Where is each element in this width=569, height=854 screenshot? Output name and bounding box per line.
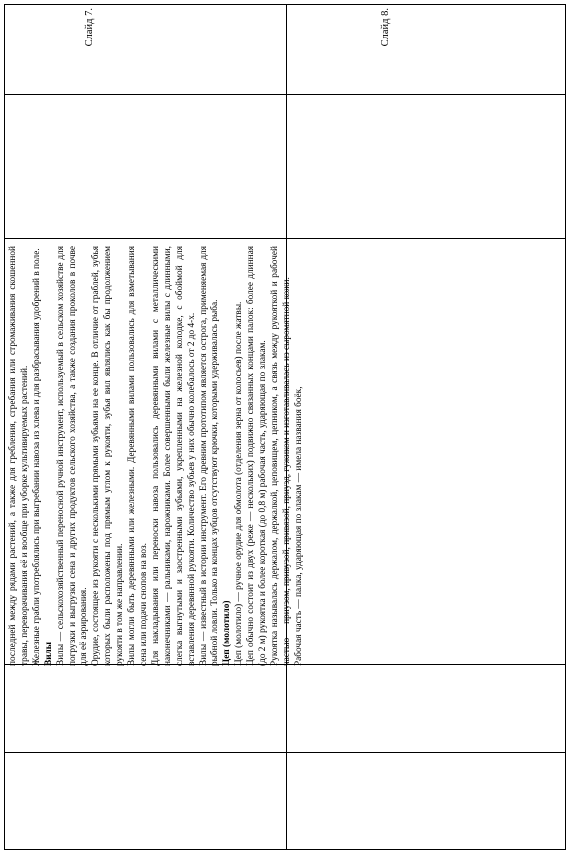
heading-vily: Вилы — [43, 641, 54, 666]
paragraph: Для накладывания или переноски навоза пользовались деревянными вилами с металлическими наконечниками — ральниками, нарожниками. Более совершенными были железные вилы с длинными, слегка выгнутыми и заостренными зубьями, укрепленными на железной колодке, с обоймой для вставления деревянной рукояти. Количество зубьев у них обычно колебалось от 2 до 4-х. — [150, 246, 197, 666]
rotated-table-content — [4, 4, 566, 849]
heading-cep: Цеп (молотило) — [222, 600, 233, 666]
slide-8-cell — [377, 4, 397, 194]
paragraph: Вилы — сельскохозяйственный переносной ручной инструмент, используемый в сельском хозяйстве для погрузки и выгрузки сена и других продуктов сельского хозяйства, а также создания проколов в почве для её аэрирования. — [55, 246, 90, 666]
paragraph: последней между рядами растений, а также для гребления, сгребания или стромаживания скошенной травы, переворачивания её и вообще при уборке культивируемых растений. — [8, 246, 30, 666]
slide-7-label: Слайд 7. — [84, 8, 95, 47]
paragraph: Вилы могли быть деревянными или железными. Деревянными вилами пользовались для взметывания сена или подачи снопов на воз. — [127, 246, 149, 666]
slide-8-label: Слайд 8. — [380, 8, 391, 47]
paragraph: Рукоятка называлась держалом, держалкой, цеповищем, цепником, а связь между рукояткой и рабочей частью — приузом, привузой, привязой, приузд, гужиком и изготавливалась из сыромятной кожи. — [269, 246, 292, 666]
paragraph: Цеп обычно состоит из двух (реже — нескольких) подвижно связанных концами палок: более длинная (до 2 м) рукоятка и более короткая (до 0,8 м) рабочая часть, ударяющая по злакам. — [246, 246, 269, 666]
paragraph: Рабочая часть — палка, ударяющая по злакам — имела названия боёк, — [293, 386, 304, 666]
paragraph: Вилы — известный в истории инструмент. Его древним прототипом является острога, применяемая для рыбной ловли. Только на концах зубцов отсутствуют крючки, которыми удерживалась рыба. — [198, 246, 221, 666]
paragraph: Железные грабли употреблялись при выгребании навоза из хлева и для разбрасывания удобрений в поле. — [31, 248, 42, 666]
slide-7-cell — [4, 4, 94, 194]
paragraph: Орудие, состоящее из рукояти с несколькими прямыми зубьями на ее конце. В отличие от граблей, зубья которых были расположены под прямым углом к рукояти, зубья вил являлись как бы продолжением рукояти в том же направлении. — [91, 246, 126, 666]
paragraph: Цеп (молотило) — ручное орудие для обмолота (отделения зерна от колосьев) после жатвы. — [234, 301, 245, 666]
table-border-bottom — [4, 849, 566, 850]
text-cell — [8, 246, 556, 666]
